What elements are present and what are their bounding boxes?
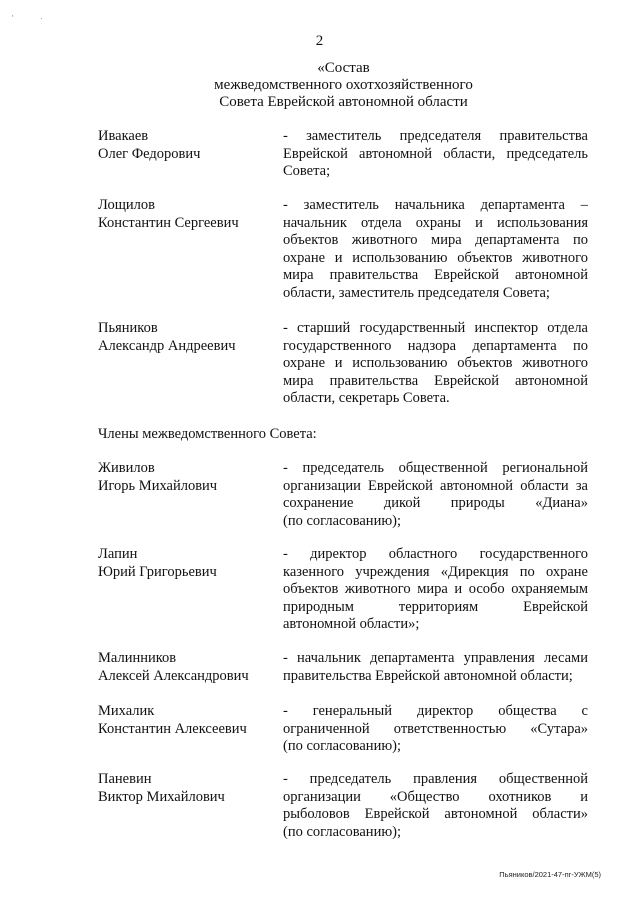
role-line: автономной области»; xyxy=(283,616,420,632)
role-line: - старший государственный инспектор отдела xyxy=(283,320,588,336)
role-line: охране и использованию объектов животного xyxy=(283,249,588,266)
member-name xyxy=(98,703,278,738)
member-given-name: Александр Андреевич xyxy=(98,337,236,354)
member-given-name: Олег Федорович xyxy=(98,145,201,162)
role-line: Совета; xyxy=(283,163,331,179)
role-line: рыболовов Еврейской автономной области» xyxy=(283,806,588,822)
role-line: сохранение дикой природы «Диана» xyxy=(283,495,588,511)
member-name xyxy=(98,320,278,355)
member-surname: Пьяников xyxy=(98,320,158,336)
role-line: государственного надзора департамента по xyxy=(283,337,588,354)
member-given-name: Константин Сергеевич xyxy=(98,214,239,231)
role-line: области, заместитель председателя Совета; xyxy=(283,284,550,301)
member-surname: Ивакаев xyxy=(98,128,149,144)
role-line: Еврейской автономной области, председатель xyxy=(283,145,588,162)
member-role xyxy=(283,320,588,408)
member-role xyxy=(283,771,588,841)
role-line: мира правительства Еврейской автономной xyxy=(283,267,588,283)
member-role xyxy=(283,546,588,634)
page-number: 2 xyxy=(315,33,324,49)
member-given-name: Константин Алексеевич xyxy=(98,720,247,737)
role-line: - заместитель председателя правительства xyxy=(283,128,588,144)
member-name xyxy=(98,128,278,163)
document-code: Пьяников/2021-47-пг-УЖМ(5) xyxy=(499,869,601,879)
member-given-name: Виктор Михайлович xyxy=(98,788,225,805)
title-line: межведомственного охотхозяйственного xyxy=(214,77,473,93)
member-role xyxy=(283,650,588,685)
member-name xyxy=(98,650,278,685)
member-surname: Малинников xyxy=(98,650,177,666)
member-role xyxy=(283,460,588,530)
role-line: казенного учреждения «Дирекция по охране xyxy=(283,563,588,580)
role-line: природным территориям Еврейской xyxy=(283,598,588,615)
scan-speck: · xyxy=(40,14,43,23)
title-line: Совета Еврейской автономной области xyxy=(219,94,468,110)
role-line: - директор областного государственного xyxy=(283,546,588,562)
member-surname: Лапин xyxy=(98,546,138,562)
role-line: - начальник департамента управления лесами xyxy=(283,650,588,666)
member-name xyxy=(98,771,278,806)
role-line: охране и использованию объектов животного xyxy=(283,355,588,371)
role-line: организации Еврейской автономной области за xyxy=(283,477,588,494)
member-given-name: Юрий Григорьевич xyxy=(98,563,217,580)
member-name xyxy=(98,460,278,495)
role-line: мира правительства Еврейской автономной xyxy=(283,372,588,389)
role-line: - генеральный директор общества с xyxy=(283,703,588,719)
role-line: (по согласованию); xyxy=(283,823,402,840)
role-line: объектов животного мира департамента по xyxy=(283,232,588,248)
member-given-name: Игорь Михайлович xyxy=(98,477,218,494)
member-surname: Михалик xyxy=(98,703,155,719)
role-line: правительства Еврейской автономной области; xyxy=(283,667,573,684)
role-line: - председатель общественной региональной xyxy=(283,460,588,476)
member-given-name: Алексей Александрович xyxy=(98,667,249,684)
member-name xyxy=(98,546,278,581)
document-title xyxy=(0,60,639,111)
role-line: - заместитель начальника департамента – xyxy=(283,197,588,213)
role-line: (по согласованию); xyxy=(283,512,402,529)
scan-speck: ' xyxy=(12,14,14,23)
section-heading: Члены межведомственного Совета: xyxy=(98,426,317,442)
member-role xyxy=(283,128,588,181)
role-line: ограниченной ответственностью «Сутара» xyxy=(283,720,588,737)
role-line: - председатель правления общественной xyxy=(283,771,588,787)
member-name xyxy=(98,197,278,232)
role-line: области, секретарь Совета. xyxy=(283,390,450,406)
role-line: начальник отдела охраны и использования xyxy=(283,214,588,231)
role-line: (по согласованию); xyxy=(283,738,402,754)
member-surname: Лощилов xyxy=(98,197,155,213)
role-line: объектов животного мира и особо охраняемым xyxy=(283,581,588,597)
member-surname: Живилов xyxy=(98,460,155,476)
member-role xyxy=(283,703,588,756)
member-surname: Паневин xyxy=(98,771,152,787)
title-line: «Состав xyxy=(317,60,370,76)
member-role xyxy=(283,197,588,302)
role-line: организации «Общество охотников и xyxy=(283,788,588,805)
